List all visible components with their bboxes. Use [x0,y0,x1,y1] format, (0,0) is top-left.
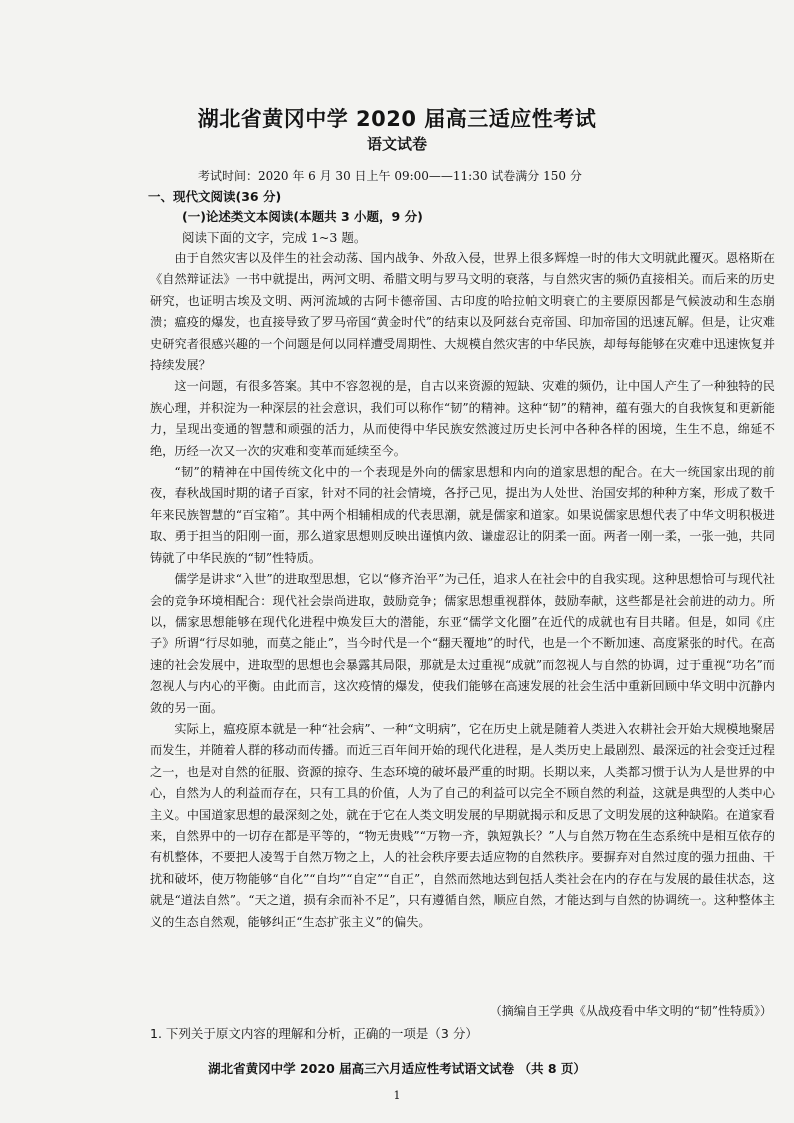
sub-section-heading: (一)论述类文本阅读(本题共 3 小题，9 分) [182,209,423,224]
reading-instruction: 阅读下面的文字，完成 1~3 题。 [182,230,367,245]
section-heading: 一、现代文阅读(36 分) [148,189,282,204]
page-title: 湖北省黄冈中学 2020 届高三适应性考试 [197,107,597,131]
passage-source: （摘编自王学典《从战疫看中华文明的“韧”性特质》） [489,1004,772,1018]
reading-passage [150,248,775,933]
page-number: 1 [393,1089,401,1102]
page-subtitle: 语文试卷 [366,135,427,153]
passage-paragraph: “韧”的精神在中国传统文化中的一个表现是外向的儒家思想和内向的道家思想的配合。在大一统国家出现的前夜，春秋战国时期的诸子百家，针对不同的社会情境，各抒己见，提出为人处世、治国安邦的种种方案，形成了数千年来民族智慧的“百宝箱”。其中两个相辅相成的代表思潮，就是儒家和道家。如果说儒家思想代表了中华文明积极进取、勇于担当的阳刚一面，那么道家思想则反映出谨慎内敛、谦虚忍让的阴柔一面。两者一刚一柔，一张一弛，共同铸就了中华民族的“韧”性特质。 [150,465,775,565]
page-footer: 湖北省黄冈中学 2020 届高三六月适应性考试语文试卷 （共 8 页） [208,1061,586,1076]
exam-info: 考试时间：2020 年 6 月 30 日上午 09:00——11:30 试卷满分 150 分 [198,169,582,183]
question-1: 1. 下列关于原文内容的理解和分析，正确的一项是（3 分） [150,1026,478,1041]
passage-paragraph: 由于自然灾害以及伴生的社会动荡、国内战争、外敌入侵，世界上很多辉煌一时的伟大文明就此覆灭。恩格斯在《自然辩证法》一书中就提出，两河文明、希腊文明与罗马文明的衰落，与自然灾害的频仍直接相关。而后来的历史研究，也证明古埃及文明、两河流域的古阿卡德帝国、古印度的哈拉帕文明衰亡的主要原因都是气候波动和生态崩溃；瘟疫的爆发，也直接导致了罗马帝国“黄金时代”的结束以及阿兹台克帝国、印加帝国的迅速瓦解。但是，让灾难史研究者很感兴趣的一个问题是何以同样遭受周期性、大规模自然灾害的中华民族，却每每能够在灾难中迅速恢复并持续发展？ [150,251,775,373]
passage-paragraph: 儒学是讲求“入世”的进取型思想，它以“修齐治平”为己任，追求人在社会中的自我实现。这种思想恰可与现代社会的竞争环境相配合：现代社会崇尚进取，鼓励竞争；儒家思想重视群体，鼓励奉献，这些都是社会前进的动力。所以，儒家思想能够在现代化进程中焕发巨大的潜能，东亚“儒学文化圈”在近代的成就也有目共睹。但是，如同《庄子》所谓“行尽如驰，而莫之能止”，当今时代是一个“翻天覆地”的时代，也是一个不断加速、高度紧张的时代。在高速的社会发展中，进取型的思想也会暴露其局限，那就是太过重视“成就”而忽视人与自然的协调，过于重视“功名”而忽视人与内心的平衡。由此而言，这次疫情的爆发，使我们能够在高速发展的社会生活中重新回顾中华文明中沉静内敛的另一面。 [150,572,775,715]
passage-paragraph: 实际上，瘟疫原本就是一种“社会病”、一种“文明病”，它在历史上就是随着人类进入农耕社会开始大规模地聚居而发生，并随着人群的移动而传播。而近三百年间开始的现代化进程，是人类历史上最剧烈、最深远的社会变迁过程之一，也是对自然的征服、资源的掠夺、生态环境的破坏最严重的时期。长期以来，人类都习惯于认为人是世界的中心，自然为人的利益而存在，只有工具的价值，人为了自己的利益可以完全不顾自然的利益，这就是典型的人类中心主义。中国道家思想的最深刻之处，就在于它在人类文明发展的早期就揭示和反思了文明发展的这种缺陷。在道家看来，自然界中的一切存在都是平等的，“物无贵贱”“万物一齐，孰短孰长？”人与自然万物在生态系统中是相互依存的有机整体，不要把人凌驾于自然万物之上，人的社会秩序要去适应物的自然秩序。要摒弃对自然过度的强力扭曲、干扰和破坏，使万物能够“自化”“自均”“自定”“自正”，自然而然地达到包括人类社会在内的存在与发展的最佳状态，这就是“道法自然”。“天之道，损有余而补不足”，只有遵循自然，顺应自然，才能达到与自然的协调统一。这种整体主义的生态自然观，能够纠正“生态扩张主义”的偏失。 [150,721,775,929]
passage-paragraph: 这一问题，有很多答案。其中不容忽视的是，自古以来资源的短缺、灾难的频仍，让中国人产生了一种独特的民族心理，并积淀为一种深层的社会意识，我们可以称作“韧”的精神。这种“韧”的精神，蕴有强大的自我恢复和更新能力，呈现出变通的智慧和顽强的活力，从而使得中华民族安然渡过历史长河中各种各样的困境，生生不息，绵延不绝，历经一次又一次的灾难和变革而延续至今。 [150,379,775,458]
